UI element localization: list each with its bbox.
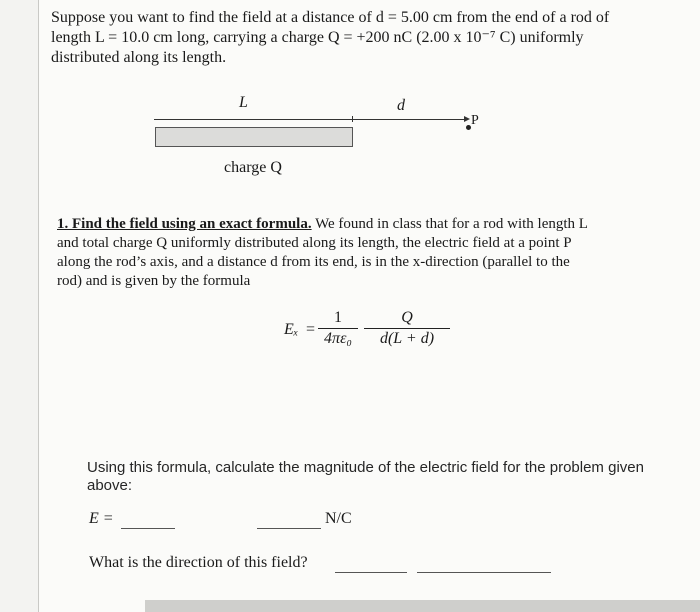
question-text: above:: [87, 477, 133, 494]
formula-fraction-charge: [364, 309, 450, 348]
part1-text: along the rod’s axis, and a distance d from its end, is in the x-direction (parallel to the: [57, 254, 570, 270]
direction-blank[interactable]: [417, 572, 551, 573]
part1-text: We found in class that for a rod with length L: [311, 216, 588, 232]
direction-blank[interactable]: [335, 572, 407, 573]
fraction-denominator: d(L + d): [379, 330, 435, 347]
charged-rod: [155, 127, 353, 147]
calculation-question: [87, 459, 647, 495]
field-answer-label: E =: [89, 510, 114, 527]
part1-text: and total charge Q uniformly distributed along its length, the electric field at a point P: [57, 235, 572, 251]
dimension-line: [154, 119, 466, 120]
part1-heading: 1. Find the field using an exact formula.: [57, 216, 312, 232]
arrow-icon: [464, 116, 470, 122]
fraction-denominator: 4πε₀: [324, 330, 352, 347]
answer-blank[interactable]: [257, 528, 321, 529]
problem-intro: [51, 8, 651, 68]
question-text: Using this formula, calculate the magnitude of the electric field for the problem given: [87, 459, 644, 476]
charge-label: charge Q: [224, 159, 282, 176]
worksheet-page: [38, 0, 700, 612]
direction-question: What is the direction of this field?: [89, 554, 308, 571]
page-bottom-edge: [145, 600, 700, 612]
length-label: L: [239, 94, 248, 111]
intro-line: Suppose you want to find the field at a distance of d = 5.00 cm from the end of a rod of: [51, 9, 610, 26]
point-label: P: [471, 113, 479, 128]
intro-line: distributed along its length.: [51, 49, 227, 66]
dimension-tick: [352, 116, 353, 122]
part1-section: [57, 215, 647, 291]
fraction-numerator: 1: [334, 309, 342, 326]
field-unit: N/C: [325, 510, 352, 527]
distance-label: d: [397, 97, 405, 114]
intro-line: length L = 10.0 cm long, carrying a charge Q = +200 nC (2.00 x 10⁻⁷ C) uniformly: [51, 29, 584, 46]
part1-text: rod) and is given by the formula: [57, 273, 251, 289]
formula-equals: =: [306, 321, 316, 338]
formula-lhs: Eₓ: [284, 321, 299, 338]
fraction-numerator: Q: [401, 309, 413, 326]
answer-blank[interactable]: [121, 528, 175, 529]
formula-fraction-constant: [318, 309, 358, 348]
